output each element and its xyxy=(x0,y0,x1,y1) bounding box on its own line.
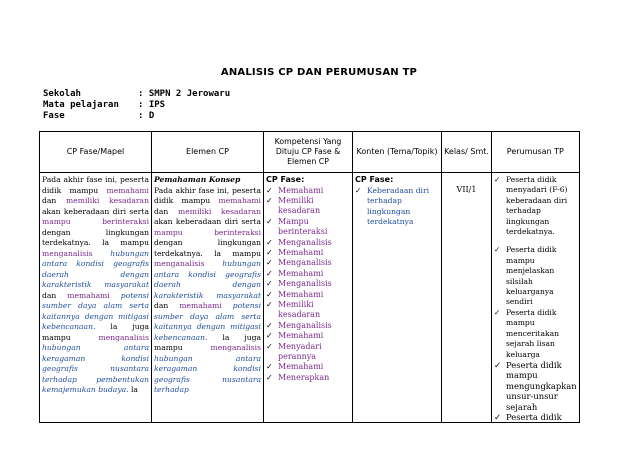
konten-list xyxy=(355,186,439,228)
cp-keyword: memiliki kesadaran xyxy=(178,206,261,216)
list-item xyxy=(266,362,350,372)
meta-value: : SMPN 2 Jerowaru xyxy=(138,89,231,99)
check-icon: ✓ xyxy=(266,195,273,205)
check-icon: ✓ xyxy=(266,320,273,330)
check-icon: ✓ xyxy=(266,331,273,341)
cp-topic: potensi sumber daya alam serta kaitannya dengan mitigasi kebencanaan. xyxy=(42,290,149,331)
check-icon: ✓ xyxy=(494,359,502,370)
meta-row-subject xyxy=(43,100,165,111)
cell-perumusan-tp xyxy=(492,173,580,423)
list-item-text: Peserta didik xyxy=(506,411,562,422)
list-item xyxy=(266,342,350,363)
cp-text: la juga mampu xyxy=(154,332,261,352)
list-item xyxy=(494,412,577,422)
cp-topic: hubungan antara keragaman kondisi geografis nusantara terhadap xyxy=(154,353,261,394)
header-elemen-cp: Elemen CP xyxy=(152,132,264,173)
check-icon: ✓ xyxy=(266,279,273,289)
header-konten: Konten (Tema/Topik) xyxy=(353,132,442,173)
cp-topic: hubungan antara kondisi geografis daerah dengan karakteristik masyarakat xyxy=(42,248,149,289)
header-cp-fase: CP Fase/Mapel xyxy=(40,132,152,173)
check-icon: ✓ xyxy=(266,362,273,372)
check-icon: ✓ xyxy=(494,411,502,422)
list-item-text: Menyadari perannya xyxy=(278,341,322,361)
list-item-text: Menganalisis xyxy=(278,279,332,289)
check-icon: ✓ xyxy=(266,258,273,268)
check-icon: ✓ xyxy=(266,247,273,257)
list-item xyxy=(266,373,350,383)
check-icon: ✓ xyxy=(266,216,273,226)
list-item-text: Keberadaan diri terhadap lingkungan terdekatnya xyxy=(367,185,430,226)
list-item xyxy=(266,258,350,268)
list-item-text: Mampu berinteraksi xyxy=(278,216,328,237)
list-item xyxy=(266,290,350,300)
meta-value: : IPS xyxy=(138,100,166,110)
check-icon: ✓ xyxy=(266,341,273,351)
check-icon: ✓ xyxy=(266,268,273,278)
cp-keyword: menganalisis xyxy=(42,248,93,258)
cp-topic: hubungan antara keragaman kondisi geografis nusantara terhadap pembentukan kemajemukan budaya. xyxy=(42,343,149,394)
cp-keyword: memahami xyxy=(179,301,222,310)
list-item xyxy=(355,186,439,228)
meta-label: Mata pelajaran xyxy=(43,100,119,110)
cp-keyword: mampu berinteraksi xyxy=(154,227,261,237)
list-item-text: Memahami xyxy=(278,268,324,278)
list-item xyxy=(266,238,350,248)
kompetensi-list xyxy=(266,186,350,384)
meta-label: Fase xyxy=(43,111,65,121)
check-icon: ✓ xyxy=(494,175,501,184)
list-item-text: Peserta didik mampu mengungkapkan unsur-unsur sejarah xyxy=(506,359,577,412)
cp-keyword: memahami xyxy=(218,196,261,205)
list-item-text: Memahami xyxy=(278,331,324,341)
elemen-heading: Pemahaman Konsep xyxy=(154,175,241,184)
cp-keyword: menganalisis xyxy=(210,343,261,352)
list-item-text: Menganalisis xyxy=(278,258,332,268)
list-item-text: Peserta didik menyadari (F-6) keberadaan diri terhadap lingkungan terdekatnya. xyxy=(506,175,568,237)
cell-cp-fase xyxy=(40,173,152,423)
cp-text: akan keberadaan diri serta xyxy=(154,217,261,226)
header-perumusan-tp: Perumusan TP xyxy=(492,132,580,173)
list-item-text: Menganalisis xyxy=(278,237,332,247)
cp-keyword: mampu berinteraksi xyxy=(42,217,149,226)
cp-topic: hubungan antara kondisi geografis daerah dengan karakteristik masyarakat xyxy=(154,259,261,300)
cp-text: dengan lingkungan terdekatnya. la mampu xyxy=(154,238,261,258)
check-icon: ✓ xyxy=(494,245,501,255)
header-kelas: Kelas/ Smt. xyxy=(442,132,492,173)
list-item-text: Memiliki kesadaran xyxy=(278,195,321,216)
check-icon: ✓ xyxy=(266,299,273,309)
meta-value: : D xyxy=(138,111,155,121)
list-item-text: Menerapkan xyxy=(278,372,330,382)
cp-text: akan keberadaan diri serta xyxy=(42,206,149,216)
list-item xyxy=(266,217,350,238)
cp-text: dan xyxy=(154,301,169,310)
check-icon: ✓ xyxy=(266,185,273,195)
table-header-row xyxy=(40,132,580,173)
list-item-text: Memahami xyxy=(278,289,324,299)
cp-text: dan xyxy=(154,206,169,216)
cp-text: dan xyxy=(42,290,57,300)
cell-kompetensi xyxy=(264,173,353,423)
list-item-text: Menganalisis xyxy=(278,320,332,330)
check-icon: ✓ xyxy=(266,237,273,247)
cp-text: dengan lingkungan terdekatnya. la mampu xyxy=(42,227,149,247)
list-item xyxy=(266,321,350,331)
cp-text: Pada akhir fase ini, peserta didik mampu xyxy=(154,185,261,205)
list-item xyxy=(266,279,350,289)
list-item xyxy=(266,196,350,217)
cp-text: la juga mampu xyxy=(42,322,149,342)
cp-keyword: menganalisis xyxy=(98,332,149,342)
check-icon: ✓ xyxy=(494,307,501,317)
cp-text: Pada akhir fase ini, peserta didik mampu xyxy=(42,175,149,195)
cp-keyword: memiliki kesadaran xyxy=(66,196,149,205)
check-icon: ✓ xyxy=(266,372,273,382)
kompetensi-heading: CP Fase: xyxy=(266,175,305,184)
check-icon: ✓ xyxy=(355,185,362,195)
cp-keyword: memahami xyxy=(67,290,110,300)
meta-row-phase xyxy=(43,111,154,122)
list-item xyxy=(494,308,577,360)
list-item-text: Memahami xyxy=(278,362,324,372)
cp-keyword: menganalisis xyxy=(154,259,205,268)
cp-text: dan xyxy=(42,196,57,205)
cell-kelas: VII/1 xyxy=(442,173,492,423)
list-item xyxy=(494,175,577,237)
list-item xyxy=(266,331,350,341)
table-row xyxy=(40,173,580,423)
konten-heading: CP Fase: xyxy=(355,175,394,184)
perumusan-list xyxy=(494,175,577,422)
list-item xyxy=(266,300,350,321)
list-item xyxy=(266,186,350,196)
cell-konten xyxy=(353,173,442,423)
header-kompetensi: Kompetensi Yang Dituju CP Fase & Elemen CP xyxy=(264,132,353,173)
cp-keyword: memahami xyxy=(106,185,149,195)
list-item-text: Memiliki kesadaran xyxy=(278,299,321,320)
meta-row-school xyxy=(43,89,230,100)
list-item xyxy=(494,245,577,307)
check-icon: ✓ xyxy=(266,289,273,299)
document-title: ANALISIS CP DAN PERUMUSAN TP xyxy=(220,67,418,78)
list-item xyxy=(266,269,350,279)
cp-text: la xyxy=(131,385,138,394)
list-item-text: Memahami xyxy=(278,247,324,257)
list-item-text: Peserta didik mampu menceritakan sejarah lisan keluarga xyxy=(506,307,559,359)
list-item-text: Peserta didik mampu menjelaskan silsilah keluarganya sendiri xyxy=(506,245,557,307)
meta-label: Sekolah xyxy=(43,89,81,99)
cp-analysis-table xyxy=(39,131,580,423)
cp-topic: potensi sumber daya alam serta kaitannya dengan mitigasi kebencanaan. xyxy=(154,301,261,342)
list-item-text: Memahami xyxy=(278,185,324,195)
list-item xyxy=(494,360,577,412)
cell-elemen-cp xyxy=(152,173,264,423)
list-item xyxy=(266,248,350,258)
